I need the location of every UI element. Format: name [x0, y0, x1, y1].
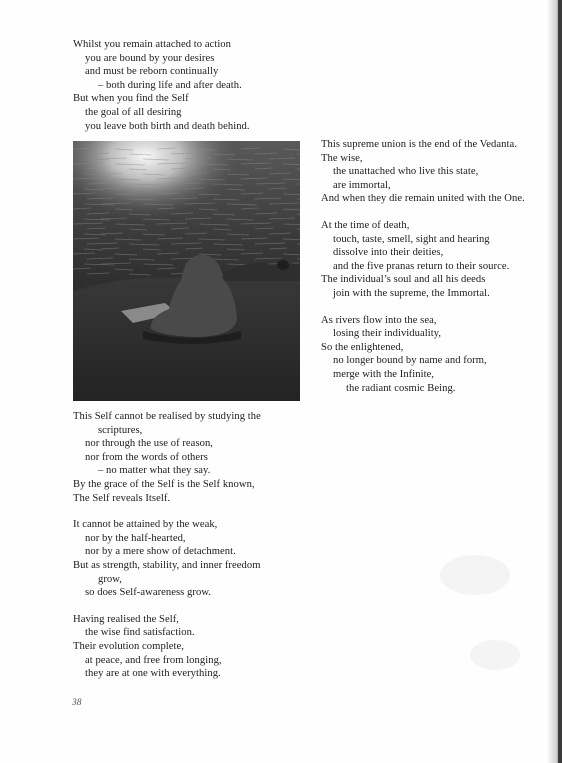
stanza: [73, 410, 261, 505]
poem-line: nor from the words of others: [85, 451, 208, 463]
poem-line: and must be reborn continually: [85, 66, 219, 78]
book-spine-edge: [558, 0, 562, 763]
poem-line: – no matter what they say.: [98, 465, 211, 477]
poem-line: touch, taste, smell, sight and hearing: [333, 233, 490, 245]
poem-right-column: [321, 138, 525, 395]
poem-line: at peace, and free from longing,: [85, 654, 222, 666]
stanza: [73, 613, 261, 681]
poem-top-left: [73, 38, 250, 133]
poem-line: – both during life and after death.: [98, 79, 242, 91]
poem-line: This supreme union is the end of the Vedanta.: [321, 139, 517, 150]
poem-line: The wise,: [321, 152, 363, 164]
poem-line: As rivers flow into the sea,: [321, 314, 437, 326]
page-number: 38: [72, 698, 82, 708]
paper-smudge: [440, 555, 510, 595]
paper-smudge: [470, 640, 520, 670]
poem-line: so does Self-awareness grow.: [85, 587, 212, 599]
poem-line: Having realised the Self,: [73, 613, 179, 625]
poem-line: the unattached who live this state,: [333, 166, 479, 178]
poem-line: The individual’s soul and all his deeds: [321, 274, 486, 286]
poem-line: Whilst you remain attached to action: [73, 39, 232, 50]
poem-line: losing their individuality,: [333, 328, 442, 340]
poem-line: dissolve into their deities,: [333, 247, 444, 259]
poem-line: It cannot be attained by the weak,: [73, 519, 218, 531]
distant-figure: [277, 260, 289, 270]
poem-line: But as strength, stability, and inner freedom: [73, 559, 261, 571]
poem-line: no longer bound by name and form,: [333, 355, 487, 367]
stanza: [73, 518, 261, 600]
poem-line: are immortal,: [333, 179, 391, 191]
poem-line: join with the supreme, the Immortal.: [333, 287, 490, 299]
poem-line: and the five pranas return to their source.: [333, 260, 510, 272]
poem-line: By the grace of the Self is the Self known,: [73, 478, 255, 490]
poem-line: merge with the Infinite,: [333, 368, 435, 380]
photo-figure-by-water: [73, 141, 300, 401]
poem-line: At the time of death,: [321, 219, 410, 231]
poem-line: This Self cannot be realised by studying the: [73, 411, 261, 422]
stanza: [321, 314, 525, 396]
poem-line: Their evolution complete,: [73, 640, 184, 652]
stanza: [321, 219, 525, 301]
poem-line: nor by the half-hearted,: [85, 532, 186, 544]
poem-line: The Self reveals Itself.: [73, 492, 171, 504]
poem-line: you leave both birth and death behind.: [85, 120, 250, 132]
poem-line: the radiant cosmic Being.: [346, 382, 456, 394]
poem-line: But when you find the Self: [73, 93, 189, 105]
poem-line: grow,: [98, 573, 122, 585]
poem-line: scriptures,: [98, 424, 143, 436]
poem-line: the goal of all desiring: [85, 106, 182, 118]
stanza: [73, 38, 250, 133]
poem-bottom-left: [73, 410, 261, 681]
stanza: [321, 138, 525, 206]
poem-line: So the enlightened,: [321, 341, 404, 353]
poem-line: nor by a mere show of detachment.: [85, 546, 236, 558]
poem-line: they are at one with everything.: [85, 668, 221, 680]
photograph: [73, 141, 300, 401]
poem-line: nor through the use of reason,: [85, 438, 214, 450]
poem-line: And when they die remain united with the One.: [321, 193, 525, 205]
poem-line: the wise find satisfaction.: [85, 627, 195, 639]
poem-line: you are bound by your desires: [85, 52, 215, 64]
